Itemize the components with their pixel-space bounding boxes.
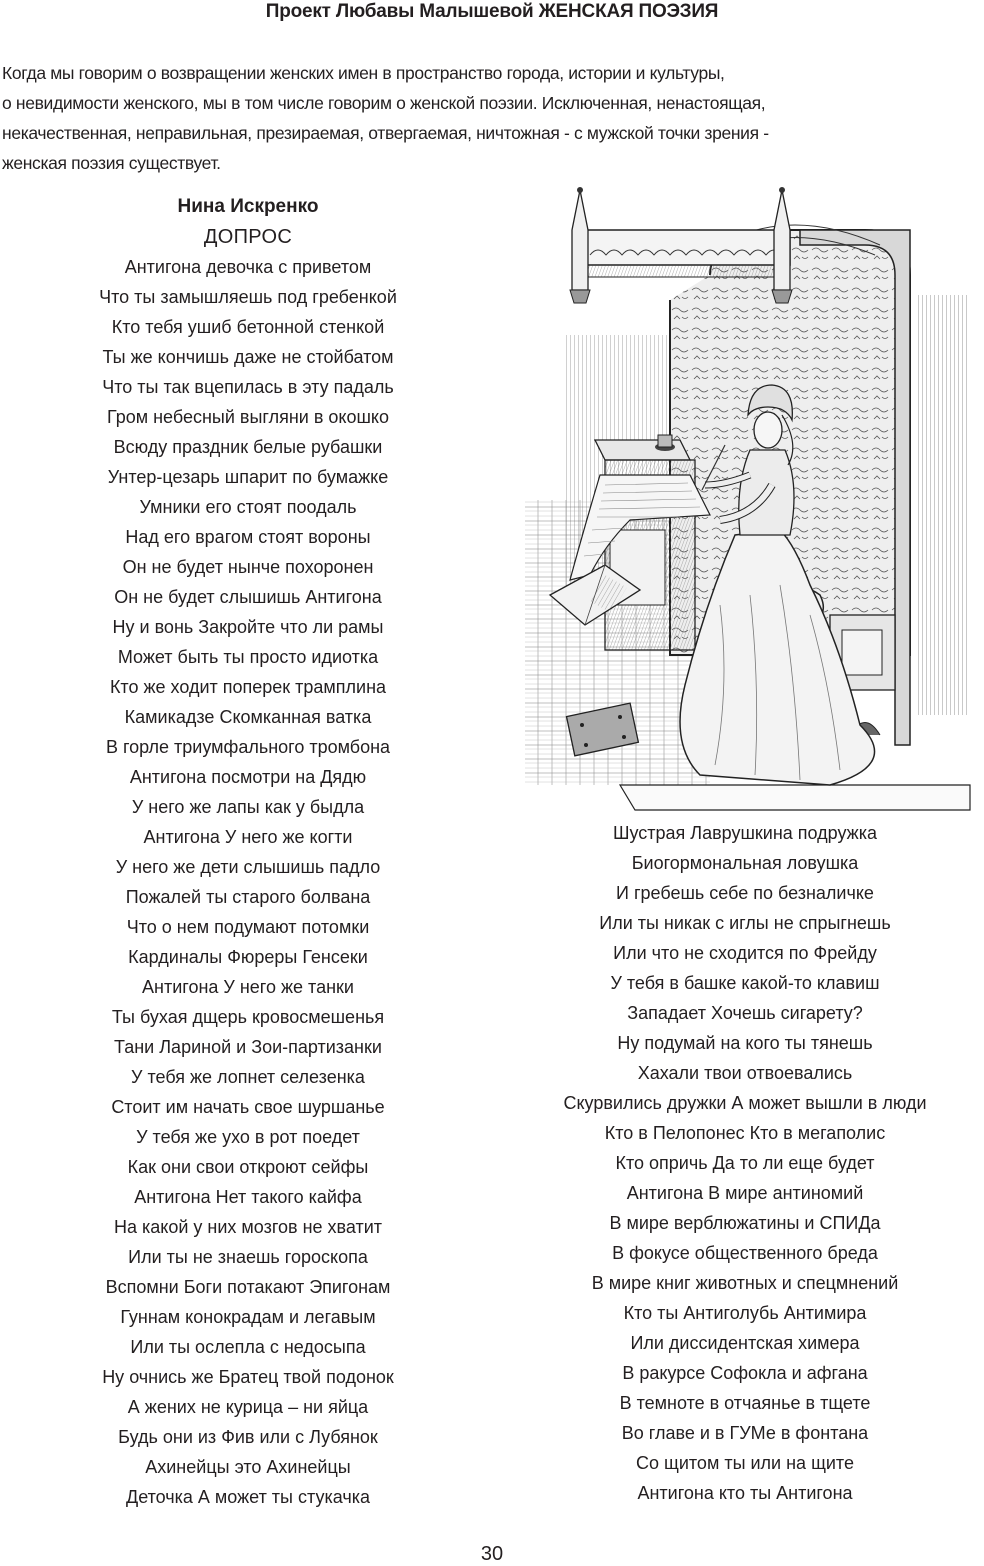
poem-line: Скурвились дружки А может вышли в люди: [563, 1093, 927, 1113]
poem-line: В фокусе общественного бреда: [612, 1243, 878, 1263]
poem-line: Ахинейцы это Ахинейцы: [145, 1457, 351, 1477]
poem-line: В мире книг животных и спецмнений: [591, 1273, 899, 1293]
poem-line: Или ты ослепла с недосыпа: [130, 1337, 366, 1357]
intro-line: некачественная, неправильная, презираемая, отвергаемая, ничтожная - с мужской точки зрения -: [2, 123, 769, 143]
poem-line: У него же лапы как у быдла: [131, 797, 365, 817]
poem-line: Кто в Пелопонес Кто в мегаполис: [604, 1123, 886, 1143]
poem-line: Будь они из Фив или с Лубянок: [118, 1427, 378, 1447]
poem-line: Антигона У него же когти: [143, 827, 353, 847]
poem-line: Ну очнись же Братец твой подонок: [102, 1367, 394, 1387]
poem-line: Вспомни Боги потакают Эпигонам: [105, 1277, 391, 1297]
poem-line: Умники его стоят поодаль: [139, 497, 357, 517]
poem-line: Шустрая Лаврушкина подружка: [612, 823, 878, 843]
page-number: 30: [480, 1543, 504, 1565]
engraving-illustration: [510, 185, 975, 815]
poem-line: В горле триумфального тромбона: [105, 737, 391, 757]
poem-title: ДОПРОС: [203, 226, 293, 248]
poem-line: Или диссидентская химера: [630, 1333, 860, 1353]
poem-line: Или ты не знаешь гороскопа: [128, 1247, 368, 1267]
poem-line: У него же дети слышишь падло: [115, 857, 381, 877]
poem-line: Что о нем подумают потомки: [126, 917, 370, 937]
poem-line: Западает Хочешь сигарету?: [627, 1003, 863, 1023]
poem-line: Антигона В мире антиномий: [626, 1183, 864, 1203]
poem-line: Тани Лариной и Зои-партизанки: [114, 1037, 382, 1057]
poem-line: Антигона У него же танки: [142, 977, 354, 997]
poem-line: Кто же ходит поперек трамплина: [109, 677, 387, 697]
poem-line: Биогормональная ловушка: [631, 853, 859, 873]
intro-line: о невидимости женского, мы в том числе говорим о женской поэзии. Исключенная, ненастоящая,: [2, 93, 766, 113]
poem-line: Кто опричь Да то ли еще будет: [615, 1153, 875, 1173]
poem-line: Антигона Нет такого кайфа: [134, 1187, 362, 1207]
poem-line: Ну подумай на кого ты тянешь: [617, 1033, 873, 1053]
poem-line: Деточка А может ты стукачка: [126, 1487, 370, 1507]
poem-line: Во главе и в ГУМе в фонтана: [621, 1423, 869, 1443]
poem-author: Нина Искренко: [177, 196, 319, 217]
poem-line: Или ты никак с иглы не спрыгнешь: [599, 913, 891, 933]
poem-line: Ну и вонь Закройте что ли рамы: [112, 617, 384, 637]
poem-line: Кто ты Антиголубь Антимира: [623, 1303, 867, 1323]
poem-line: Кардиналы Фюреры Генсеки: [128, 947, 368, 967]
poem-line: У тебя в башке какой-то клавиш: [610, 973, 880, 993]
poem-line: Камикадзе Скомканная ватка: [124, 707, 372, 727]
poem-line: Ты бухая дщерь кровосмешенья: [111, 1007, 385, 1027]
poem-line: Что ты так вцепилась в эту падаль: [102, 377, 394, 397]
poem-line: У тебя же лопнет селезенка: [131, 1067, 365, 1087]
intro-line: женская поэзия существует.: [2, 153, 221, 173]
poem-line: Антигона девочка с приветом: [124, 257, 372, 277]
poem-column-right: [525, 818, 965, 1508]
poem-line: Унтер-цезарь шпарит по бумажке: [107, 467, 389, 487]
page-title: Проект Любавы Малышевой ЖЕНСКАЯ ПОЭЗИЯ: [265, 1, 719, 22]
poem-line: У тебя же ухо в рот поедет: [136, 1127, 360, 1147]
intro-paragraph: [2, 58, 977, 178]
poem-line: Гром небесный выгляни в окошко: [106, 407, 390, 427]
poem-line: Что ты замышляешь под гребенкой: [99, 287, 397, 307]
poem-line: В мире верблюжатины и СПИДа: [609, 1213, 881, 1233]
poem-line: Пожалей ты старого болвана: [125, 887, 371, 907]
poem-line: Со щитом ты или на щите: [636, 1453, 854, 1473]
poem-line: Как они свои откроют сейфы: [127, 1157, 369, 1177]
poem-line: Антигона кто ты Антигона: [637, 1483, 853, 1503]
poem-line: В ракурсе Софокла и афгана: [622, 1363, 868, 1383]
poem-line: Стоит им начать свое шуршанье: [111, 1097, 385, 1117]
poem-line: Антигона посмотри на Дядю: [129, 767, 367, 787]
poem-line: Гуннам конокрадам и легавым: [120, 1307, 376, 1327]
poem-line: А жених не курица – ни яйца: [127, 1397, 369, 1417]
woman-writing-engraving-icon: [510, 185, 975, 815]
poem-lines-left: [48, 252, 448, 1512]
poem-line: На какой у них мозгов не хватит: [113, 1217, 383, 1237]
poem-line: Над его врагом стоят вороны: [125, 527, 371, 547]
poem-line: Может быть ты просто идиотка: [117, 647, 379, 667]
poem-line: Ты же кончишь даже не стойбатом: [102, 347, 394, 367]
poem-line: Он не будет нынче похоронен: [122, 557, 374, 577]
poem-line: Всюду праздник белые рубашки: [113, 437, 383, 457]
poem-line: И гребешь себе по безналичке: [616, 883, 874, 903]
intro-line: Когда мы говорим о возвращении женских имен в пространство города, истории и культуры,: [2, 63, 725, 83]
poem-line: Кто тебя ушиб бетонной стенкой: [111, 317, 385, 337]
poem-lines-right: [525, 818, 965, 1508]
poem-line: Хахали твои отвоевались: [637, 1063, 853, 1083]
poem-column-left: [48, 192, 448, 1512]
poem-line: Он не будет слышишь Антигона: [114, 587, 382, 607]
poem-line: Или что не сходится по Фрейду: [613, 943, 877, 963]
poem-line: В темноте в отчаянье в тщете: [619, 1393, 871, 1413]
